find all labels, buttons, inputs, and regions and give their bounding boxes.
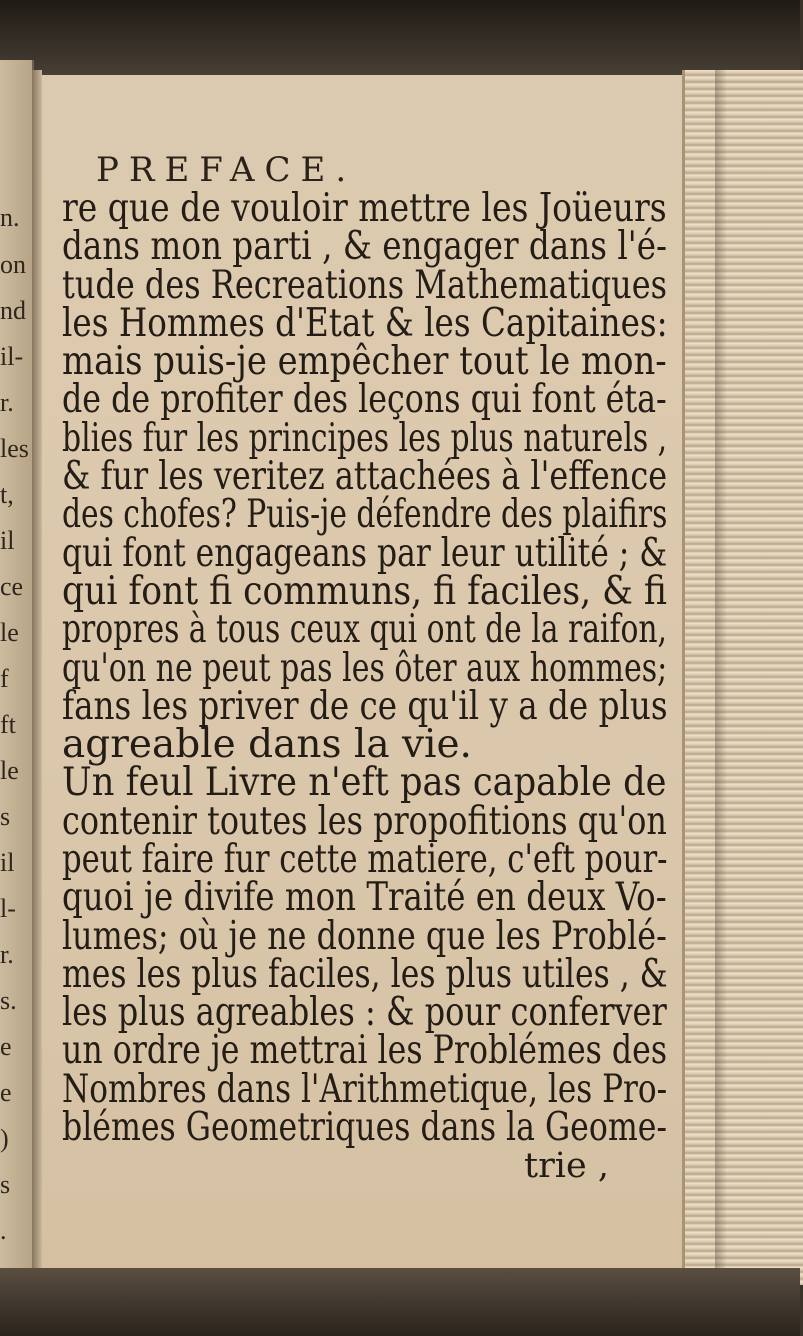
facing-page-fragment: le: [0, 756, 19, 785]
facing-page-fragment: ft: [0, 710, 16, 739]
text-line: mes les plus faciles, les plus utiles , &: [62, 952, 668, 997]
facing-page-fragment: ): [0, 1124, 9, 1153]
text-line: blémes Geometriques dans la Geome-: [62, 1105, 668, 1150]
text-line: un ordre je mettrai les Problémes des: [62, 1028, 668, 1073]
text-line: mais puis-je empêcher tout le mon-: [62, 339, 667, 384]
facing-page-fragment: il: [0, 526, 15, 555]
text-line: dans mon parti , & engager dans l'é-: [62, 224, 668, 269]
facing-page-fragment: s: [0, 1170, 11, 1199]
facing-page-fragment: r.: [0, 940, 14, 969]
facing-page-fragment: e: [0, 1078, 12, 1107]
running-header: PREFACE.: [96, 150, 357, 190]
facing-page-fragment: .: [0, 1216, 7, 1245]
book-gutter: [32, 70, 42, 1285]
text-line: des chofes? Puis-je défendre des plaifirs: [62, 492, 668, 537]
facing-page-fragment: t,: [0, 480, 14, 509]
text-line: lumes; où je ne donne que les Problé-: [62, 914, 667, 959]
text-line: qui font engageans par leur utilité ; &: [62, 531, 668, 576]
text-line: contenir toutes les propofitions qu'on: [62, 799, 667, 844]
text-line: & fur les veritez attachées à l'effence: [62, 454, 668, 499]
text-line: qu'on ne peut pas les ôter aux hommes;: [62, 646, 668, 691]
facing-page-fragment: les: [0, 434, 29, 463]
facing-page-fragment: il: [0, 848, 15, 877]
text-line: tude des Recreations Mathematiques: [62, 263, 668, 308]
text-line: propres à tous ceux qui ont de la raifon,: [62, 607, 668, 652]
facing-page-fragment: le: [0, 618, 19, 647]
text-line: quoi je divife mon Traité en deux Vo-: [62, 875, 667, 920]
facing-page-fragment: nd: [0, 296, 26, 325]
facing-page-fragment: r.: [0, 388, 14, 417]
text-line: qui font fi communs, fi faciles, & fi: [62, 569, 667, 614]
text-line: peut faire fur cette matiere, c'eft pour-: [62, 837, 668, 882]
facing-page-fragment: s: [0, 802, 11, 831]
text-line: re que de vouloir mettre les Joüeurs: [62, 186, 667, 231]
text-line: de de profiter des leçons qui font éta-: [62, 377, 667, 422]
facing-page-fragment: on: [0, 250, 26, 279]
facing-page-fragment: s.: [0, 986, 17, 1015]
facing-page-fragment: f: [0, 664, 9, 693]
facing-page-fragment: l-: [0, 894, 16, 923]
text-line: les Hommes d'Etat & les Capitaines:: [62, 301, 668, 346]
text-line: fans les priver de ce qu'il y a de plus: [62, 684, 668, 729]
facing-page-fragment: n.: [0, 203, 20, 232]
facing-page-fragment: il-: [0, 342, 24, 371]
facing-page-fragment: ce: [0, 572, 24, 601]
text-line: les plus agreables : & pour conferver: [62, 990, 667, 1035]
text-line: Un feul Livre n'eft pas capable de: [62, 760, 667, 805]
facing-page-fragment: e: [0, 1032, 12, 1061]
text-line: agreable dans la vie.: [62, 722, 472, 767]
text-line: blies fur les principes les plus naturels ,: [62, 416, 668, 461]
scan-top-background: [0, 0, 800, 80]
text-line: Nombres dans l'Arithmetique, les Pro-: [62, 1067, 668, 1112]
catchword: trie ,: [524, 1146, 609, 1186]
facing-page-edge: [0, 60, 34, 1290]
scan-bottom-background: [0, 1268, 800, 1336]
page-fore-edge: [682, 70, 803, 1285]
